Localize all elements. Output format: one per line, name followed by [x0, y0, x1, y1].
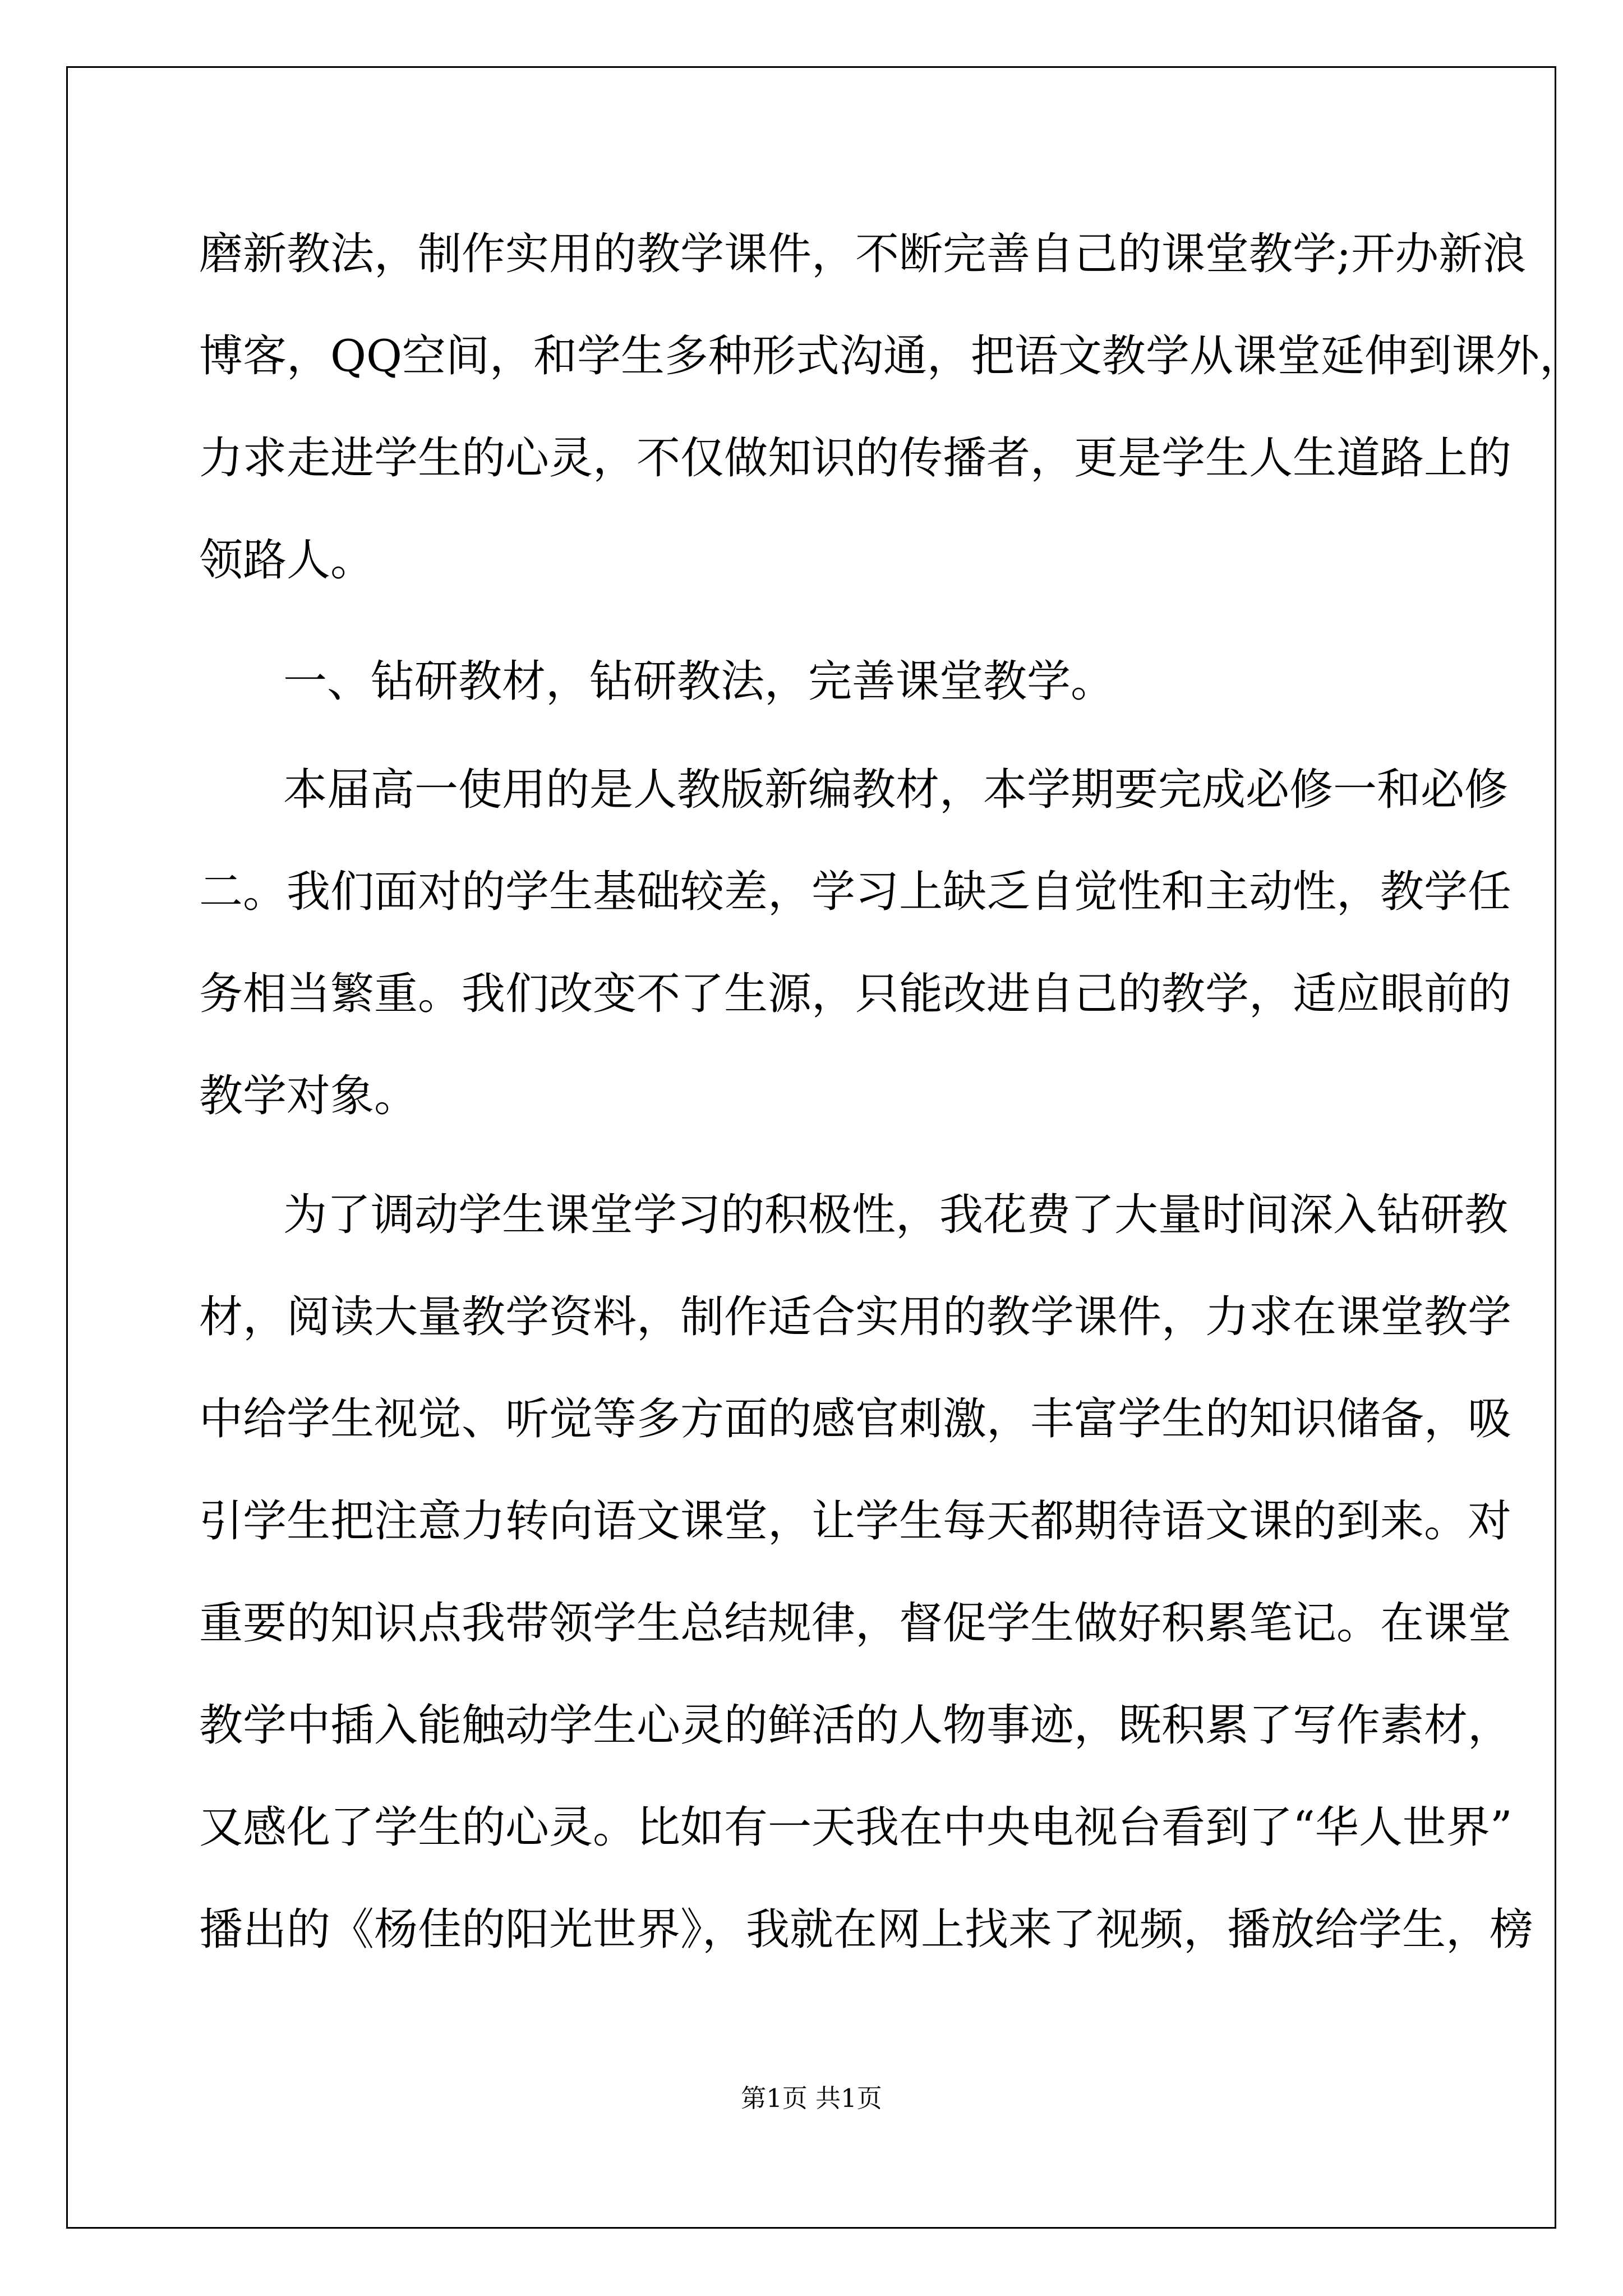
text-line: 本届高一使用的是人教版新编教材，本学期要完成必修一和必修 — [283, 765, 1509, 815]
text-line: 领路人。 — [199, 535, 375, 586]
text-line: 播出的《杨佳的阳光世界》，我就在网上找来了视频，播放给学生，榜 — [199, 1904, 1534, 1955]
section-heading: 一、钻研教材，钻研教法，完善课堂教学。 — [283, 656, 1115, 707]
text-line: 重要的知识点我带领学生总结规律，督促学生做好积累笔记。在课堂 — [199, 1598, 1512, 1649]
text-line: 二。我们面对的学生基础较差，学习上缺乏自觉性和主动性，教学任 — [199, 867, 1512, 917]
text-line: 务相当繁重。我们改变不了生源，只能改进自己的教学，适应眼前的 — [199, 969, 1512, 1019]
text-line: 材，阅读大量教学资料，制作适合实用的教学课件，力求在课堂教学 — [199, 1292, 1512, 1342]
text-line: 引学生把注意力转向语文课堂，让学生每天都期待语文课的到来。对 — [199, 1496, 1512, 1547]
text-line: 教学中插入能触动学生心灵的鲜活的人物事迹，既积累了写作素材， — [199, 1700, 1512, 1751]
text-line: 又感化了学生的心灵。比如有一天我在中央电视台看到了“华人世界” — [199, 1802, 1513, 1853]
text-line: 中给学生视觉、听觉等多方面的感官刺激，丰富学生的知识储备，吸 — [199, 1394, 1512, 1444]
text-line: 为了调动学生课堂学习的积极性，我花费了大量时间深入钻研教 — [283, 1190, 1509, 1240]
text-line: 力求走进学生的心灵，不仅做知识的传播者，更是学生人生道路上的 — [199, 433, 1512, 484]
text-line: 磨新教法，制作实用的教学课件，不断完善自己的课堂教学;开办新浪 — [199, 229, 1527, 279]
text-line: 教学对象。 — [199, 1071, 418, 1121]
page-footer: 第1页 共1页 — [741, 2083, 882, 2113]
text-line: 博客，QQ空间，和学生多种形式沟通，把语文教学从课堂延伸到课外， — [199, 331, 1583, 381]
